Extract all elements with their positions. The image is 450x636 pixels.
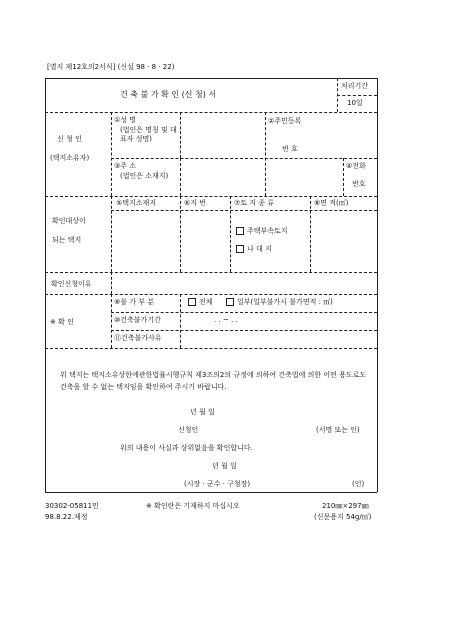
footer-code: 30302-05811민 <box>45 502 99 510</box>
divider <box>230 196 231 272</box>
statement-text: 위 택지는 택지소유상한에관한법률시행규칙 제3조의2의 규정에 의하여 건축법에 의한 어떤 용도로도 건축을 할 수 없는 택지임을 확인하여 주시기 바랍니다. <box>60 371 367 391</box>
phone-label: ④전화 <box>346 162 366 170</box>
opt-vacant[interactable] <box>236 245 272 253</box>
opt-all[interactable] <box>188 298 213 306</box>
date-1: 년 월 일 <box>190 408 215 416</box>
processing-label: 처리기간 <box>341 82 369 90</box>
footer-date: 98.8.22.제정 <box>45 513 88 521</box>
applicant-seal: (서명 또는 인) <box>316 426 360 434</box>
col-location: ⑤택지소재지 <box>116 199 157 207</box>
divider <box>310 196 311 272</box>
divider <box>265 112 266 196</box>
processing-value: 10일 <box>347 99 363 107</box>
divider <box>45 294 377 295</box>
frame-top <box>45 78 377 79</box>
divider <box>180 158 181 196</box>
divider <box>111 272 112 294</box>
official-label: (시장 · 군수 · 구청장) <box>184 480 251 488</box>
opt-partial[interactable] <box>226 298 333 306</box>
divider <box>180 112 181 158</box>
opt-all-label: 전체 <box>199 298 213 306</box>
land-section-label-2: 되는 택지 <box>52 236 82 244</box>
phone-label-2: 번호 <box>352 180 366 188</box>
divider <box>111 158 377 159</box>
footer-paper: (신문용지 54g/㎡) <box>314 513 372 521</box>
id-label-2: 번 호 <box>282 145 298 153</box>
confirm-section-label: ※ 확 인 <box>50 318 74 326</box>
frame-left <box>45 78 46 492</box>
footer-size: 210㎜×297㎜ <box>322 502 369 510</box>
opt-residential-label: 주택부속토지 <box>247 227 288 235</box>
reason-label: 확인신청이유 <box>51 280 92 288</box>
opt-vacant-label: 나 대 지 <box>247 245 272 253</box>
applicant-sign-label: 신청인 <box>178 426 199 434</box>
col-lot: ⑥지 번 <box>184 199 207 207</box>
divider <box>111 294 112 348</box>
divider <box>45 112 377 113</box>
land-section-label-1: 확인대상이 <box>52 217 86 225</box>
divider <box>180 294 181 348</box>
period-label: ⑩건축불가기간 <box>114 316 161 324</box>
applicant-section-label: 신 청 인 <box>57 135 82 143</box>
checkbox-vacant[interactable] <box>236 245 244 253</box>
checkbox-residential[interactable] <box>236 227 244 235</box>
address-sub: (법인은 소재지) <box>120 172 169 180</box>
divider <box>337 95 377 96</box>
opt-residential[interactable] <box>236 227 288 235</box>
divider <box>111 196 112 272</box>
official-seal: (인) <box>352 480 365 488</box>
col-category: ⑦토 지 종 류 <box>234 199 274 207</box>
checkbox-partial[interactable] <box>226 298 234 306</box>
divider <box>343 158 344 196</box>
divider <box>45 348 377 349</box>
col-area: ⑧면 적(㎡) <box>314 199 349 207</box>
divider <box>111 112 112 196</box>
divider <box>111 312 377 313</box>
frame-right <box>377 78 378 492</box>
reason-impossible-label: ⑪건축불가사유 <box>114 334 162 342</box>
address-label: ③주 소 <box>114 162 137 170</box>
divider <box>111 210 377 211</box>
id-label: ②주민등록 <box>268 117 302 125</box>
form-reference: [별지 제12호의2서식] (신설 98 · 8 · 22) <box>47 63 175 71</box>
applicant-section-sub: (택지소유자) <box>50 154 90 162</box>
divider <box>180 196 181 272</box>
name-label: ①성 명 <box>114 116 137 124</box>
period-value: . . ~ . . <box>214 316 238 324</box>
date-2: 년 월 일 <box>212 462 237 470</box>
impossible-label: ⑨불 가 부 분 <box>114 298 154 306</box>
name-sub: (법인은 명칭 및 대표자 성명) <box>120 126 177 143</box>
divider <box>45 196 377 197</box>
confirm-statement: 위의 내용이 사실과 상위없음을 확인합니다. <box>120 444 253 452</box>
divider <box>45 272 377 273</box>
opt-partial-label: 일부(일부불가시 불가면적 : ㎡) <box>237 298 333 306</box>
checkbox-all[interactable] <box>188 298 196 306</box>
divider <box>111 330 377 331</box>
footer-note: ※ 확인란은 기재하지 마십시오 <box>146 502 240 510</box>
form-title: 건 축 불 가 확 인 (신 청) 서 <box>120 90 217 99</box>
frame-bottom <box>45 492 377 493</box>
